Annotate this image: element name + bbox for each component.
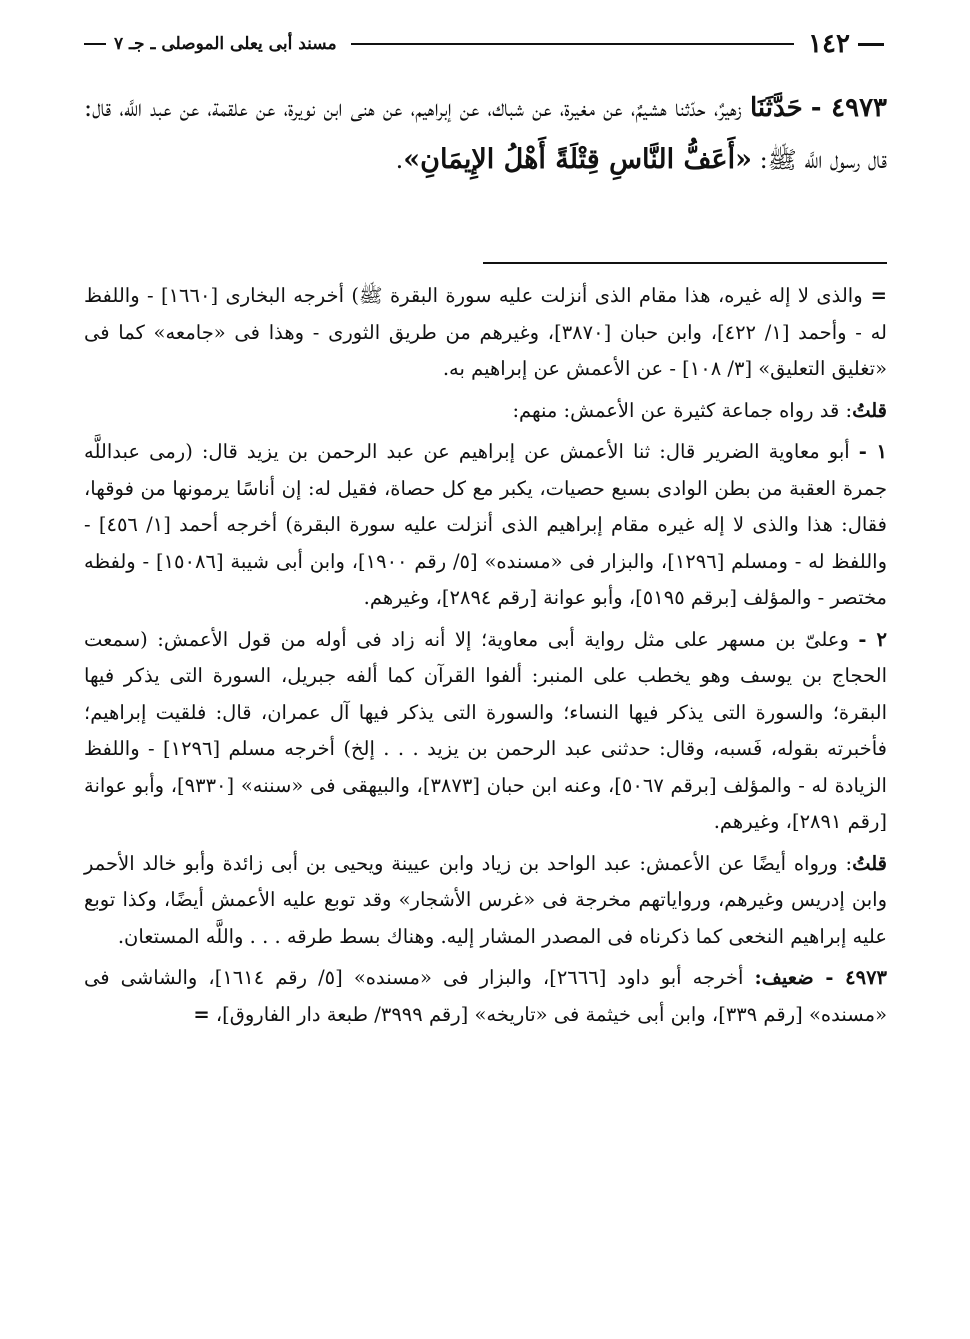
- running-title-text: مسند أبى يعلى الموصلى ـ جـ ٧: [114, 34, 337, 54]
- hadith-number: ٤٩٧٣ -: [810, 93, 887, 123]
- footnote-rule: [483, 262, 887, 264]
- end-mark: =: [193, 1002, 210, 1026]
- footnote-para-5-label: قلتُ: [852, 851, 887, 875]
- running-title: [84, 34, 337, 54]
- continuation-mark: =: [870, 284, 887, 307]
- page-number-text: ١٤٢: [808, 29, 850, 59]
- footnote-para-3: [84, 434, 887, 617]
- footnote-para-1-text: والذى لا إله غيره، هذا مقام الذى أنزلت عليه سورة البقرة ﷺ) أخرجه البخارى [١٦٦٠] - واللفظ له - وأحمد [١/ ٤٢٢]، وابن حبان [٣٨٧٠]، وغيرهم من طريق الثورى - وهذا فى «جامعه» كما فى «تغليق التعليق» [٣/ ١٠٨] - عن الأعمش عن إبراهيم به.: [84, 284, 887, 380]
- running-title-dash: [84, 43, 106, 45]
- page-number-dash: [858, 43, 884, 46]
- hadith-end: .: [395, 146, 404, 174]
- footnote-para-6-label: ٤٩٧٣ - ضعيف:: [754, 966, 888, 989]
- hadith-lead: حَدَّثَنَا: [749, 93, 803, 123]
- page-header: [84, 24, 884, 64]
- header-rule: [351, 43, 795, 45]
- footnote-para-3-label: ١ -: [858, 440, 887, 463]
- footnote-para-5: [84, 846, 887, 956]
- page-number: [808, 29, 884, 59]
- hadith-quote: «أَعَفُّ النَّاسِ قِتْلَةً أَهْلُ الإِيمَانِ»: [403, 144, 752, 175]
- hadith-body: زهيرٌ، حدّثنا هشيمٌ، عن مغيرة، عن شباك، عن إبراهيم، عن هنى ابن نويرة، عن علقمة، عن عبد اللَّه، قال: قال رسول اللَّه ﷺ:: [84, 94, 887, 174]
- footnote-para-4: [84, 622, 887, 841]
- hadith-text: [84, 82, 887, 186]
- footnote-para-2-label: قلتُ: [852, 398, 887, 422]
- footnote-para-4-label: ٢ -: [858, 627, 887, 651]
- footnote-para-6-text: أخرجه أبو داود [٢٦٦٦]، والبزار فى «مسنده» [٥/ رقم ١٦١٤]، والشاشى فى «مسنده» [رقم ٣٣٩]، وابن أبى خيثمة فى «تاريخه» [رقم ٣٩٩٩/ طبعة دار الفاروق]،: [84, 966, 887, 1026]
- footnote-para-2: [84, 393, 887, 430]
- footnote-para-5-text: : ورواه أيضًا عن الأعمش: عبد الواحد بن زياد وابن عيينة ويحيى بن أبى زائدة وأبو خالد الأحمر وابن إدريس وغيرهم، ورواياتهم مخرجة فى «غرس الأشجار» وقد توبع عليه الأعمش أيضًا، وكذا توبع عليه إبراهيم النخعى كما ذكرناه فى المصدر المشار إليه. وهناك بسط طرقه . . . واللَّه المستعان.: [84, 851, 887, 948]
- footnote-para-4-text: وعلىّ بن مسهر على مثل رواية أبى معاوية؛ إلا أنه زاد فى أوله من قول الأعمش: (سمعت الحجاج بن يوسف وهو يخطب على المنبر: ألفوا القرآن كما ألفه جبريل، السورة التى يذكر فيها البقرة؛ والسورة التى يذكر فيها النساء؛ والسورة التى يذكر فيها آل عمران، قال: فلقيت إبراهيم؛ فأخبرته بقوله، فَسبه، وقال: حدثنى عبد الرحمن بن يزيد . . . إلخ) أخرجه مسلم [١٢٩٦] - واللفظ الزيادة له - والمؤلف [برقم ٥٠٦٧]، وعنه ابن حبان [٣٨٧٣]، والبيهقى فى «سننه» [٩٣٣٠]، وأبو عوانة [رقم ٢٨٩١]، وغيرهم.: [84, 627, 887, 833]
- footnote-para-6: [84, 960, 887, 1033]
- footnotes: [84, 278, 887, 1038]
- footnote-para-3-text: أبو معاوية الضرير قال: ثنا الأعمش عن إبراهيم عن عبد الرحمن بن يزيد قال: (رمى عبداللَّه جمرة العقبة من بطن الوادى بسبع حصيات، يكبر مع كل حصاة، فقيل له: إن أناسًا يرمونها من فوقها، فقال: هذا والذى لا إله غيره مقام إبراهيم الذى أنزلت عليه سورة البقرة) أخرجه أحمد [١/ ٤٥٦] - واللفظ له - ومسلم [١٢٩٦]، والبزار فى «مسنده» [٥/ رقم ١٩٠٠]، وابن أبى شيبة [١٥٠٨٦] - ولفظه مختصر - والمؤلف [برقم ٥١٩٥]، وأبو عوانة [رقم ٢٨٩٤]، وغيرهم.: [84, 440, 888, 609]
- footnote-para-2-text: : قد رواه جماعة كثيرة عن الأعمش: منهم:: [512, 398, 853, 422]
- footnote-para-1: [84, 278, 887, 388]
